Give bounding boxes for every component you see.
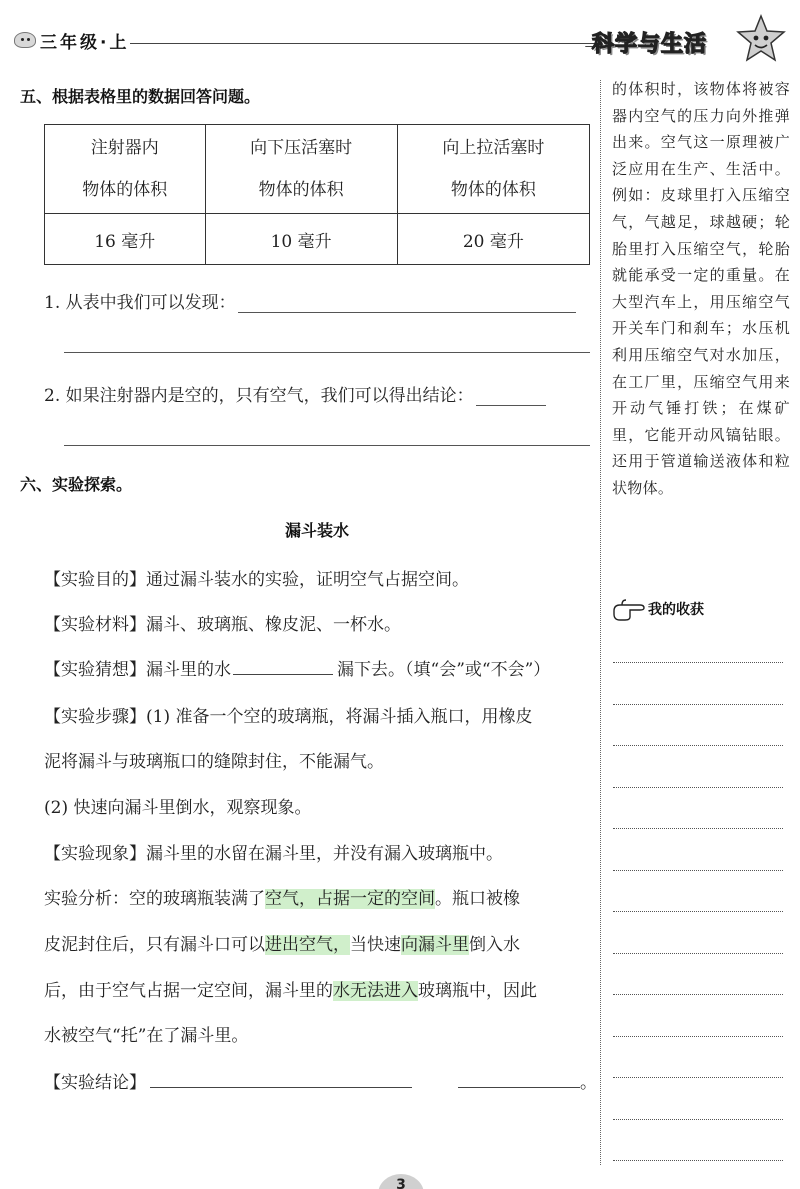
harvest-line[interactable] (613, 1036, 783, 1037)
star-mascot-icon (735, 14, 787, 64)
analysis-line: 实验分析：空的玻璃瓶装满了空气，占据一定的空间。瓶口被橡 (44, 889, 520, 909)
question-1: 1. 从表中我们可以发现： (44, 288, 576, 313)
experiment-steps: 【实验步骤】(1) 准备一个空的玻璃瓶，将漏斗插入瓶口，用橡皮 (44, 707, 533, 727)
volume-table (44, 124, 590, 265)
mascot-icon (14, 32, 36, 48)
experiment-materials: 【实验材料】漏斗、玻璃瓶、橡皮泥、一杯水。 (44, 615, 401, 635)
highlight: 进出空气， (265, 935, 350, 955)
table-header-cell: 向下压活塞时 物体的体积 (205, 125, 397, 214)
analysis-line: 皮泥封住后，只有漏斗口可以进出空气，当快速向漏斗里倒入水 (44, 935, 520, 955)
section5-title: 五、根据表格里的数据回答问题。 (20, 87, 261, 106)
grade-text: 三年级·上 (40, 32, 130, 53)
header-rule (130, 43, 598, 44)
harvest-line[interactable] (613, 870, 783, 871)
table-header-cell: 向上拉活塞时 物体的体积 (397, 125, 589, 214)
table-header-cell: 注射器内 物体的体积 (45, 125, 206, 214)
table-cell: 20 毫升 (397, 214, 589, 265)
experiment-phenomenon: 【实验现象】漏斗里的水留在漏斗里，并没有漏入玻璃瓶中。 (44, 844, 503, 864)
analysis-line: 后，由于空气占据一定空间，漏斗里的水无法进入玻璃瓶中，因此 (44, 981, 537, 1001)
harvest-line[interactable] (613, 662, 783, 663)
harvest-line[interactable] (613, 1119, 783, 1120)
experiment-conclusion: 【实验结论】 。 (44, 1073, 597, 1093)
subject-title: 科学与生活 (592, 32, 708, 57)
experiment-step2: (2) 快速向漏斗里倒水，观察现象。 (44, 798, 312, 818)
harvest-line[interactable] (613, 994, 783, 995)
harvest-line[interactable] (613, 1160, 783, 1161)
experiment-purpose: 【实验目的】通过漏斗装水的实验，证明空气占据空间。 (44, 570, 469, 590)
experiment-guess: 【实验猜想】漏斗里的水 漏下去。（填“会”或“不会”） (44, 660, 551, 680)
question-2: 2. 如果注射器内是空的，只有空气，我们可以得出结论： (44, 381, 546, 406)
conclusion-blank[interactable] (458, 1071, 580, 1088)
highlight: 空气，占据一定的空间 (265, 889, 435, 909)
harvest-line[interactable] (613, 1077, 783, 1078)
guess-blank[interactable] (233, 658, 333, 675)
analysis-line: 水被空气“托”在了漏斗里。 (44, 1026, 249, 1046)
pointing-hand-icon (612, 597, 646, 621)
experiment-steps-cont: 泥将漏斗与玻璃瓶口的缝隙封住，不能漏气。 (44, 752, 384, 772)
table-cell: 10 毫升 (205, 214, 397, 265)
column-divider (600, 80, 601, 1165)
page-number-badge: 3 (378, 1174, 424, 1189)
harvest-heading (612, 596, 704, 622)
answer-line[interactable] (64, 352, 590, 353)
sidebar-reading: 的体积时，该物体将被容器内空气的压力向外推弹出来。空气这一原理被广泛应用在生产、生活中。例如：皮球里打入压缩空气，气越足，球越硬；轮胎里打入压缩空气，轮胎就能承受一定的重量。在大型汽车上，用压缩空气开关车门和刹车；水压机利用压缩空气对水加压，在工厂里，压缩空气用来开动气锤打铁；在煤矿里，它能开动风镐钻眼。还用于管道输送液体和粒状物体。 (612, 80, 790, 497)
answer-blank[interactable] (238, 295, 576, 313)
grade-label (14, 26, 129, 54)
harvest-line[interactable] (613, 953, 783, 954)
harvest-line[interactable] (613, 828, 783, 829)
answer-line[interactable] (64, 445, 590, 446)
harvest-title: 我的收获 (648, 602, 704, 618)
experiment-title: 漏斗装水 (284, 521, 349, 540)
highlight: 向漏斗里 (401, 935, 469, 955)
table-cell: 16 毫升 (45, 214, 206, 265)
harvest-line[interactable] (613, 745, 783, 746)
harvest-line[interactable] (613, 911, 783, 912)
answer-blank[interactable] (476, 388, 546, 406)
section6-title: 六、实验探索。 (20, 475, 133, 494)
highlight: 水无法进入 (333, 981, 418, 1001)
harvest-line[interactable] (613, 787, 783, 788)
harvest-line[interactable] (613, 704, 783, 705)
conclusion-blank[interactable] (150, 1071, 412, 1088)
